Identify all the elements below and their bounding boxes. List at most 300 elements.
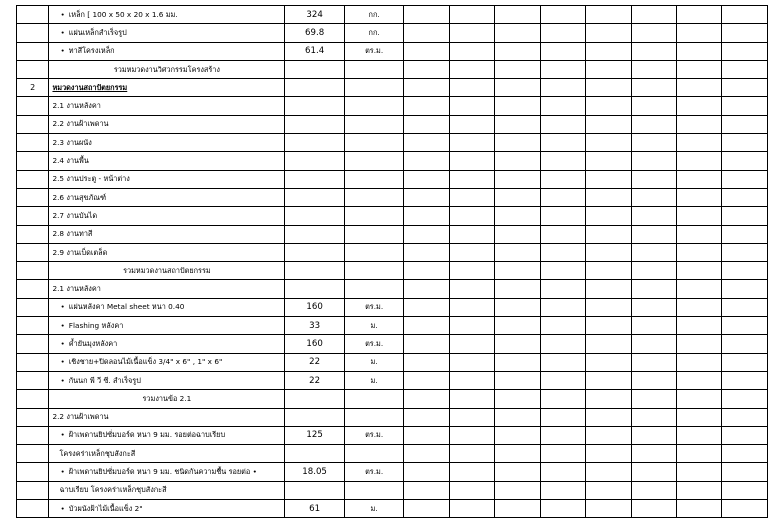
description-text: 2.2 งานฝ้าเพดาน: [52, 412, 109, 422]
empty-cost-cell: [586, 426, 631, 444]
description-cell: [49, 426, 285, 444]
empty-cost-cell: [586, 317, 631, 335]
unit-cell: [344, 408, 404, 426]
table-row: [17, 390, 768, 408]
quantity-cell: [285, 115, 345, 133]
empty-cost-cell: [722, 24, 768, 42]
quantity-cell: 61.4: [285, 42, 345, 60]
empty-cost-cell: [449, 207, 494, 225]
description-text: 2.5 งานประตู - หน้าต่าง: [52, 174, 130, 184]
empty-cost-cell: [586, 280, 631, 298]
table-row: [17, 60, 768, 78]
empty-cost-cell: [404, 298, 449, 316]
quantity-cell: [285, 60, 345, 78]
description-text: เหล็ก [ 100 x 50 x 20 x 1.6 มม.: [68, 9, 178, 19]
empty-cost-cell: [449, 79, 494, 97]
unit-cell: ตร.ม.: [344, 463, 404, 481]
quantity-cell: [285, 481, 345, 499]
item-number-cell: [17, 97, 49, 115]
empty-cost-cell: [586, 170, 631, 188]
table-row: [17, 6, 768, 24]
empty-cost-cell: [449, 152, 494, 170]
unit-cell: ม.: [344, 371, 404, 389]
empty-cost-cell: [586, 188, 631, 206]
empty-cost-cell: [404, 170, 449, 188]
unit-cell: [344, 390, 404, 408]
empty-cost-cell: [404, 42, 449, 60]
description-text: ทาสีโครงเหล็ก: [68, 46, 115, 56]
empty-cost-cell: [404, 408, 449, 426]
empty-cost-cell: [404, 152, 449, 170]
empty-cost-cell: [404, 207, 449, 225]
empty-cost-cell: [404, 262, 449, 280]
table-row: [17, 317, 768, 335]
table-row: [17, 371, 768, 389]
quantity-cell: 125: [285, 426, 345, 444]
description-text: บัวผนังฝ้าไม้เนื้อแข็ง 2": [68, 503, 143, 513]
empty-cost-cell: [631, 408, 676, 426]
empty-cost-cell: [495, 24, 540, 42]
item-number-cell: [17, 243, 49, 261]
empty-cost-cell: [540, 170, 585, 188]
empty-cost-cell: [495, 262, 540, 280]
item-number-cell: [17, 42, 49, 60]
bullet-icon: •: [60, 430, 65, 440]
empty-cost-cell: [540, 390, 585, 408]
description-text: 2.6 งานสุขภัณฑ์: [52, 192, 107, 202]
description-text: 2.1 งานหลังคา: [52, 284, 101, 294]
description-cell: [49, 500, 285, 518]
empty-cost-cell: [586, 134, 631, 152]
description-cell: [49, 243, 285, 261]
empty-cost-cell: [404, 24, 449, 42]
description-cell: [49, 390, 285, 408]
empty-cost-cell: [449, 280, 494, 298]
empty-cost-cell: [449, 500, 494, 518]
description-cell: [49, 225, 285, 243]
bullet-icon: •: [60, 338, 65, 348]
item-number-cell: [17, 408, 49, 426]
empty-cost-cell: [631, 60, 676, 78]
empty-cost-cell: [495, 188, 540, 206]
empty-cost-cell: [495, 426, 540, 444]
description-cell: [49, 97, 285, 115]
description-text: 2.4 งานพื้น: [52, 156, 89, 166]
empty-cost-cell: [631, 335, 676, 353]
table-row: [17, 408, 768, 426]
empty-cost-cell: [404, 60, 449, 78]
unit-cell: [344, 280, 404, 298]
unit-cell: ตร.ม.: [344, 298, 404, 316]
empty-cost-cell: [404, 353, 449, 371]
empty-cost-cell: [495, 60, 540, 78]
empty-cost-cell: [631, 207, 676, 225]
empty-cost-cell: [449, 60, 494, 78]
empty-cost-cell: [722, 134, 768, 152]
item-number-cell: [17, 426, 49, 444]
empty-cost-cell: [495, 335, 540, 353]
quantity-cell: [285, 408, 345, 426]
empty-cost-cell: [586, 335, 631, 353]
empty-cost-cell: [677, 42, 722, 60]
empty-cost-cell: [722, 79, 768, 97]
item-number-cell: [17, 134, 49, 152]
empty-cost-cell: [586, 262, 631, 280]
unit-cell: [344, 445, 404, 463]
table-row: [17, 298, 768, 316]
empty-cost-cell: [631, 317, 676, 335]
description-cell: [49, 371, 285, 389]
empty-cost-cell: [586, 60, 631, 78]
empty-cost-cell: [495, 280, 540, 298]
quantity-cell: [285, 79, 345, 97]
quantity-cell: 22: [285, 371, 345, 389]
empty-cost-cell: [677, 317, 722, 335]
table-row: [17, 500, 768, 518]
empty-cost-cell: [586, 463, 631, 481]
item-number-cell: [17, 335, 49, 353]
empty-cost-cell: [586, 481, 631, 499]
empty-cost-cell: [631, 115, 676, 133]
empty-cost-cell: [677, 152, 722, 170]
empty-cost-cell: [404, 79, 449, 97]
empty-cost-cell: [586, 371, 631, 389]
empty-cost-cell: [586, 79, 631, 97]
quantity-cell: 33: [285, 317, 345, 335]
empty-cost-cell: [677, 207, 722, 225]
empty-cost-cell: [677, 115, 722, 133]
description-cell: [49, 298, 285, 316]
empty-cost-cell: [722, 317, 768, 335]
item-number-cell: [17, 445, 49, 463]
table-row: [17, 481, 768, 499]
bullet-icon: •: [60, 320, 65, 330]
description-cell: [49, 353, 285, 371]
empty-cost-cell: [677, 335, 722, 353]
table-body: [17, 6, 768, 518]
item-number-cell: [17, 207, 49, 225]
empty-cost-cell: [449, 170, 494, 188]
table-row: [17, 463, 768, 481]
empty-cost-cell: [631, 262, 676, 280]
empty-cost-cell: [495, 298, 540, 316]
empty-cost-cell: [495, 463, 540, 481]
empty-cost-cell: [404, 463, 449, 481]
quantity-cell: 324: [285, 6, 345, 24]
description-cell: [49, 152, 285, 170]
empty-cost-cell: [722, 445, 768, 463]
empty-cost-cell: [495, 317, 540, 335]
table-row: [17, 426, 768, 444]
description-text: 2.9 งานเบ็ดเตล็ด: [52, 247, 108, 257]
item-number-cell: [17, 298, 49, 316]
empty-cost-cell: [495, 408, 540, 426]
item-number-cell: 2: [17, 79, 49, 97]
item-number-cell: [17, 463, 49, 481]
empty-cost-cell: [586, 24, 631, 42]
empty-cost-cell: [631, 42, 676, 60]
table-row: [17, 262, 768, 280]
description-cell: [49, 262, 285, 280]
empty-cost-cell: [677, 243, 722, 261]
unit-cell: [344, 225, 404, 243]
quantity-cell: [285, 97, 345, 115]
empty-cost-cell: [677, 280, 722, 298]
item-number-cell: [17, 60, 49, 78]
description-cell: [49, 280, 285, 298]
description-text: 2.1 งานหลังคา: [52, 101, 101, 111]
unit-cell: [344, 60, 404, 78]
empty-cost-cell: [677, 298, 722, 316]
description-cell: [49, 24, 285, 42]
empty-cost-cell: [722, 463, 768, 481]
empty-cost-cell: [631, 298, 676, 316]
empty-cost-cell: [586, 42, 631, 60]
empty-cost-cell: [495, 445, 540, 463]
empty-cost-cell: [449, 97, 494, 115]
empty-cost-cell: [540, 335, 585, 353]
empty-cost-cell: [404, 500, 449, 518]
empty-cost-cell: [677, 426, 722, 444]
item-number-cell: [17, 188, 49, 206]
empty-cost-cell: [722, 500, 768, 518]
empty-cost-cell: [586, 500, 631, 518]
unit-cell: [344, 79, 404, 97]
empty-cost-cell: [404, 481, 449, 499]
quantity-cell: 18.05: [285, 463, 345, 481]
item-number-cell: [17, 390, 49, 408]
bullet-icon: •: [60, 503, 65, 513]
description-cell: [49, 79, 285, 97]
empty-cost-cell: [722, 353, 768, 371]
empty-cost-cell: [631, 445, 676, 463]
empty-cost-cell: [449, 371, 494, 389]
description-text: 2.8 งานทาสี: [52, 229, 93, 239]
empty-cost-cell: [495, 243, 540, 261]
empty-cost-cell: [495, 152, 540, 170]
empty-cost-cell: [540, 481, 585, 499]
quantity-cell: [285, 170, 345, 188]
item-number-cell: [17, 152, 49, 170]
table-row: [17, 243, 768, 261]
empty-cost-cell: [540, 243, 585, 261]
item-number-cell: [17, 225, 49, 243]
unit-cell: [344, 481, 404, 499]
description-cell: [49, 134, 285, 152]
empty-cost-cell: [495, 225, 540, 243]
empty-cost-cell: [495, 97, 540, 115]
empty-cost-cell: [540, 371, 585, 389]
unit-cell: [344, 115, 404, 133]
empty-cost-cell: [722, 60, 768, 78]
unit-cell: [344, 97, 404, 115]
empty-cost-cell: [631, 24, 676, 42]
empty-cost-cell: [449, 42, 494, 60]
empty-cost-cell: [631, 188, 676, 206]
empty-cost-cell: [677, 60, 722, 78]
empty-cost-cell: [540, 6, 585, 24]
empty-cost-cell: [449, 481, 494, 499]
empty-cost-cell: [631, 134, 676, 152]
quantity-cell: [285, 262, 345, 280]
empty-cost-cell: [631, 463, 676, 481]
description-cell: [49, 115, 285, 133]
empty-cost-cell: [722, 225, 768, 243]
quantity-cell: [285, 225, 345, 243]
empty-cost-cell: [586, 408, 631, 426]
empty-cost-cell: [540, 463, 585, 481]
empty-cost-cell: [495, 6, 540, 24]
description-text: รวมหมวดงานสถาปัตยกรรม: [123, 265, 211, 275]
empty-cost-cell: [449, 262, 494, 280]
empty-cost-cell: [586, 353, 631, 371]
empty-cost-cell: [722, 152, 768, 170]
empty-cost-cell: [586, 152, 631, 170]
empty-cost-cell: [540, 188, 585, 206]
item-number-cell: [17, 481, 49, 499]
empty-cost-cell: [540, 298, 585, 316]
unit-cell: ม.: [344, 500, 404, 518]
empty-cost-cell: [677, 79, 722, 97]
table-row: [17, 335, 768, 353]
description-text: 2.7 งานบันได: [52, 210, 98, 220]
description-text: กันนก พี วี ซี. สำเร็จรูป: [68, 375, 141, 385]
description-cell: [49, 317, 285, 335]
empty-cost-cell: [677, 225, 722, 243]
description-text: 2.2 งานฝ้าเพดาน: [52, 119, 109, 129]
empty-cost-cell: [722, 408, 768, 426]
empty-cost-cell: [631, 97, 676, 115]
quantity-cell: [285, 280, 345, 298]
empty-cost-cell: [540, 445, 585, 463]
description-cell: [49, 408, 285, 426]
empty-cost-cell: [404, 115, 449, 133]
empty-cost-cell: [677, 188, 722, 206]
empty-cost-cell: [631, 353, 676, 371]
unit-cell: กก.: [344, 24, 404, 42]
empty-cost-cell: [586, 243, 631, 261]
empty-cost-cell: [722, 298, 768, 316]
empty-cost-cell: [722, 280, 768, 298]
description-text: แผ่นเหล็กสำเร็จรูป: [68, 27, 127, 37]
empty-cost-cell: [495, 207, 540, 225]
empty-cost-cell: [631, 371, 676, 389]
empty-cost-cell: [631, 500, 676, 518]
unit-cell: กก.: [344, 6, 404, 24]
quantity-cell: [285, 390, 345, 408]
empty-cost-cell: [586, 115, 631, 133]
description-text: รวมงานข้อ 2.1: [142, 393, 192, 403]
empty-cost-cell: [495, 42, 540, 60]
empty-cost-cell: [540, 500, 585, 518]
empty-cost-cell: [449, 134, 494, 152]
unit-cell: [344, 262, 404, 280]
item-number-cell: [17, 170, 49, 188]
table-row: [17, 134, 768, 152]
description-text: หมวดงานสถาปัตยกรรม: [52, 82, 128, 92]
table-row: [17, 207, 768, 225]
empty-cost-cell: [404, 335, 449, 353]
table-row: [17, 353, 768, 371]
item-number-cell: [17, 6, 49, 24]
item-number-cell: [17, 500, 49, 518]
quantity-cell: 160: [285, 335, 345, 353]
table-row: [17, 188, 768, 206]
item-number-cell: [17, 317, 49, 335]
empty-cost-cell: [449, 6, 494, 24]
unit-cell: [344, 207, 404, 225]
bullet-icon: •: [60, 27, 65, 37]
empty-cost-cell: [449, 115, 494, 133]
empty-cost-cell: [677, 24, 722, 42]
empty-cost-cell: [449, 24, 494, 42]
item-number-cell: [17, 353, 49, 371]
empty-cost-cell: [722, 42, 768, 60]
quantity-cell: 22: [285, 353, 345, 371]
table-row: [17, 152, 768, 170]
empty-cost-cell: [540, 134, 585, 152]
description-text: ฝ้าเพดานยิปซั่มบอร์ด หนา 9 มม. รอยต่อฉาบเรียบ: [68, 430, 226, 440]
empty-cost-cell: [495, 500, 540, 518]
empty-cost-cell: [722, 170, 768, 188]
empty-cost-cell: [631, 280, 676, 298]
unit-cell: [344, 170, 404, 188]
empty-cost-cell: [540, 280, 585, 298]
empty-cost-cell: [495, 115, 540, 133]
unit-cell: [344, 134, 404, 152]
empty-cost-cell: [540, 24, 585, 42]
empty-cost-cell: [449, 243, 494, 261]
quantity-cell: 69.8: [285, 24, 345, 42]
empty-cost-cell: [677, 353, 722, 371]
unit-cell: ม.: [344, 317, 404, 335]
empty-cost-cell: [495, 134, 540, 152]
description-cell: [49, 42, 285, 60]
description-text: ฉาบเรียบ โครงคร่าเหล็กชุบสังกะสี: [59, 485, 167, 495]
description-cell: [49, 60, 285, 78]
empty-cost-cell: [631, 390, 676, 408]
table-row: [17, 225, 768, 243]
empty-cost-cell: [449, 390, 494, 408]
empty-cost-cell: [449, 463, 494, 481]
quantity-cell: [285, 243, 345, 261]
description-text: รวมหมวดงานวิศวกรรมโครงสร้าง: [113, 64, 220, 74]
description-cell: [49, 188, 285, 206]
description-cell: [49, 463, 285, 481]
description-cell: [49, 170, 285, 188]
description-cell: [49, 335, 285, 353]
item-number-cell: [17, 24, 49, 42]
description-text: เชิงชาย+ปิดลอนไม้เนื้อแข็ง 3/4" x 6" , 1" x 6": [68, 357, 223, 367]
empty-cost-cell: [449, 188, 494, 206]
empty-cost-cell: [586, 390, 631, 408]
empty-cost-cell: [722, 6, 768, 24]
empty-cost-cell: [677, 481, 722, 499]
empty-cost-cell: [631, 152, 676, 170]
item-number-cell: [17, 280, 49, 298]
empty-cost-cell: [586, 6, 631, 24]
empty-cost-cell: [677, 408, 722, 426]
empty-cost-cell: [495, 79, 540, 97]
unit-cell: [344, 243, 404, 261]
empty-cost-cell: [631, 6, 676, 24]
description-text: โครงคร่าเหล็กชุบสังกะสี: [59, 448, 136, 458]
bullet-icon: •: [60, 375, 65, 385]
item-number-cell: [17, 115, 49, 133]
empty-cost-cell: [540, 42, 585, 60]
empty-cost-cell: [449, 353, 494, 371]
empty-cost-cell: [631, 426, 676, 444]
